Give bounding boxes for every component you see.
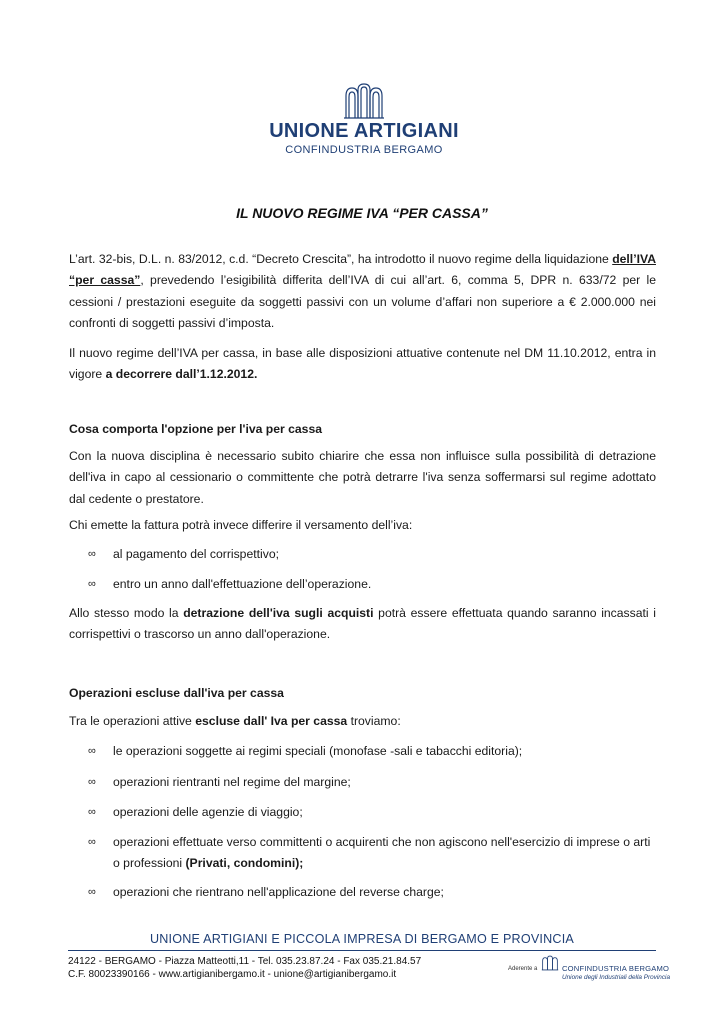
- section2-p1-text-c: troviamo:: [347, 714, 401, 728]
- bullet-icon: ∞: [88, 836, 96, 848]
- footer-address: 24122 - BERGAMO - Piazza Matteotti,11 - Tel. 035.23.87.24 - Fax 035.21.84.57: [68, 956, 422, 967]
- header-logo: [264, 82, 464, 162]
- section1-paragraph-2: Chi emette la fattura potrà invece differire il versamento dell’iva:: [69, 518, 413, 532]
- list-item-text: operazioni effettuate verso committenti o acquirenti che non agiscono nell'esercizio di imprese o arti o professioni: [113, 835, 651, 871]
- list-item: operazioni rientranti nel regime del margine;: [113, 775, 351, 789]
- intro-p1-text-c: , prevedendo l’esigibilità differita dell’IVA di cui all’art. 6, comma 5, DPR n. 633/72 per le cessioni / prestazioni eseguite da soggetti passivi con un volume d’affari non superiore a € 2.000.000 nei confronti di soggetti passivi d’imposta.: [69, 273, 656, 330]
- section1-p3-text-c: potrà essere effettuata quando saranno incassati i corrispettivi o trascorso un anno dall'operazione.: [69, 606, 656, 642]
- footer-contacts: C.F. 80023390166 - www.artigianibergamo.it - unione@artigianibergamo.it: [68, 969, 397, 980]
- intro-p1-bold: dell’IVA “per cassa”: [69, 252, 656, 288]
- list-item: operazioni delle agenzie di viaggio;: [113, 805, 303, 819]
- intro-p2-bold: a decorrere dall’1.12.2012.: [105, 367, 258, 382]
- section1-paragraph-1: Con la nuova disciplina è necessario subito chiarire che essa non influisce sulla possibilità di detrazione dell'iva in capo al cessionario o committente che potrà detrarre l'iva senza soffermarsi sul regime adottato dal cedente o prestatore.: [69, 449, 656, 506]
- bullet-icon: ∞: [88, 776, 96, 788]
- section-heading-escluse: Operazioni escluse dall'iva per cassa: [69, 686, 284, 700]
- section2-p1-bold: escluse dall' Iva per cassa: [195, 714, 348, 728]
- footer-confindustria-sub: Unione degli Industriali della Provincia: [562, 974, 670, 981]
- confindustria-logo-icon: [541, 955, 559, 971]
- page-footer: [0, 928, 724, 1024]
- document-title: IL NUOVO REGIME IVA “PER CASSA”: [236, 205, 488, 221]
- bullet-icon: ∞: [88, 745, 96, 757]
- section1-p3-text-a: Allo stesso modo la: [69, 606, 184, 620]
- footer-confindustria-name: CONFINDUSTRIA BERGAMO: [562, 964, 670, 973]
- section1-p3-bold: detrazione dell'iva sugli acquisti: [183, 606, 374, 620]
- list-item: le operazioni soggette ai regimi speciali (monofase -sali e tabacchi editoria);: [113, 744, 523, 758]
- intro-p2-text-a: Il nuovo regime dell’IVA per cassa, in base alle disposizioni attuative contenute nel DM 11.10.2012, entra in vigore: [69, 346, 656, 382]
- bullet-icon: ∞: [88, 806, 96, 818]
- section2-paragraph-1: [69, 711, 656, 732]
- list-item-bold: (Privati, condomini);: [185, 856, 304, 871]
- intro-paragraph-1: [69, 249, 656, 334]
- bullet-icon: ∞: [88, 548, 96, 560]
- footer-aderente-label: Aderente a: [508, 966, 538, 972]
- brand-name: UNIONE ARTIGIANI: [269, 120, 459, 142]
- intro-p1-text-a: L’art. 32-bis, D.L. n. 83/2012, c.d. “Decreto Crescita”, ha introdotto il nuovo regime della liquidazione: [69, 252, 613, 266]
- list-item: entro un anno dall'effettuazione dell’operazione.: [113, 577, 372, 591]
- footer-banner: UNIONE ARTIGIANI E PICCOLA IMPRESA DI BERGAMO E PROVINCIA: [149, 932, 575, 946]
- list-item: operazioni che rientrano nell'applicazione del reverse charge;: [113, 885, 444, 899]
- footer-divider: [68, 950, 656, 951]
- section2-p1-text-a: Tra le operazioni attive: [69, 714, 196, 728]
- stylized-arches-logo-icon: [342, 82, 386, 120]
- section1-paragraph-3: [69, 603, 656, 646]
- list-item: al pagamento del corrispettivo;: [113, 547, 279, 561]
- section-heading-opzione: Cosa comporta l'opzione per l'iva per cassa: [69, 422, 323, 436]
- bullet-icon: ∞: [88, 886, 96, 898]
- list-item: [113, 832, 658, 875]
- brand-subtitle: CONFINDUSTRIA BERGAMO: [285, 144, 443, 156]
- intro-paragraph-2: [69, 343, 656, 386]
- bullet-icon: ∞: [88, 578, 96, 590]
